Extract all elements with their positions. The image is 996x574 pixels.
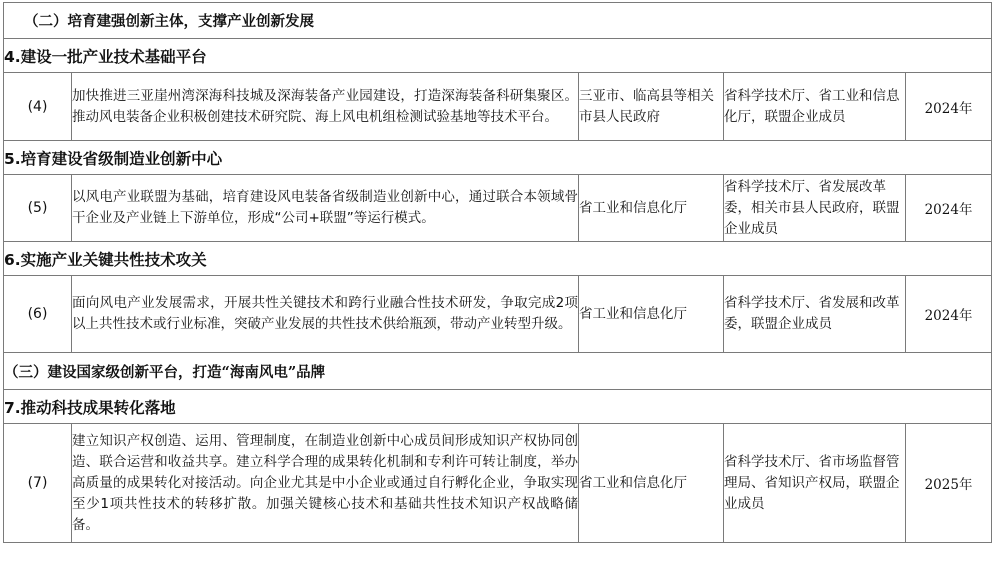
- task-description: 建立知识产权创造、运用、管理制度，在制造业创新中心成员间形成知识产权协同创造、联合运营和收益共享。建立科学合理的成果转化机制和专利许可转让制度，举办高质量的成果转化对接活动。向企业尤其是中小企业或通过自行孵化企业，争取实现至少1项共性技术的转移扩散。加强关键核心技术和基础共性技术知识产权战略储备。: [72, 424, 579, 543]
- cooperating-units: 省科学技术厅、省市场监督管理局、省知识产权局，联盟企业成员: [724, 424, 906, 543]
- row-number: (5): [4, 175, 72, 242]
- lead-unit: 省工业和信息化厅: [579, 175, 724, 242]
- item-heading: 7.推动科技成果转化落地: [4, 390, 992, 424]
- cooperating-units: 省科学技术厅、省发展改革委，相关市县人民政府，联盟企业成员: [724, 175, 906, 242]
- lead-unit: 三亚市、临高县等相关市县人民政府: [579, 73, 724, 141]
- task-description: 加快推进三亚崖州湾深海科技城及深海装备产业园建设，打造深海装备科研集聚区。推动风电装备企业积极创建技术研究院、海上风电机组检测试验基地等技术平台。: [72, 73, 579, 141]
- table-row: [4, 276, 992, 353]
- completion-year: 2024年: [906, 73, 992, 141]
- heading-row: [4, 390, 992, 424]
- task-table: [3, 2, 992, 543]
- row-number: (7): [4, 424, 72, 543]
- lead-unit: 省工业和信息化厅: [579, 276, 724, 353]
- table-row: [4, 175, 992, 242]
- row-number: (4): [4, 73, 72, 141]
- table-row: [4, 424, 992, 543]
- completion-year: 2024年: [906, 276, 992, 353]
- item-heading: 5.培育建设省级制造业创新中心: [4, 141, 992, 175]
- item-heading: 6.实施产业关键共性技术攻关: [4, 242, 992, 276]
- heading-row: [4, 39, 992, 73]
- table-row: [4, 73, 992, 141]
- cooperating-units: 省科学技术厅、省工业和信息化厅，联盟企业成员: [724, 73, 906, 141]
- completion-year: 2025年: [906, 424, 992, 543]
- section-row: [4, 353, 992, 390]
- lead-unit: 省工业和信息化厅: [579, 424, 724, 543]
- task-description: 面向风电产业发展需求，开展共性关键技术和跨行业融合性技术研发，争取完成2项以上共性技术或行业标准，突破产业发展的共性技术供给瓶颈，带动产业转型升级。: [72, 276, 579, 353]
- heading-row: [4, 242, 992, 276]
- section-title: （三）建设国家级创新平台，打造“海南风电”品牌: [4, 353, 992, 390]
- row-number: (6): [4, 276, 72, 353]
- task-description: 以风电产业联盟为基础，培育建设风电装备省级制造业创新中心，通过联合本领域骨干企业及产业链上下游单位，形成“公司+联盟”等运行模式。: [72, 175, 579, 242]
- section-title: （二）培育建强创新主体，支撑产业创新发展: [4, 3, 992, 39]
- item-heading: 4.建设一批产业技术基础平台: [4, 39, 992, 73]
- cooperating-units: 省科学技术厅、省发展和改革委，联盟企业成员: [724, 276, 906, 353]
- heading-row: [4, 141, 992, 175]
- section-row: [4, 3, 992, 39]
- completion-year: 2024年: [906, 175, 992, 242]
